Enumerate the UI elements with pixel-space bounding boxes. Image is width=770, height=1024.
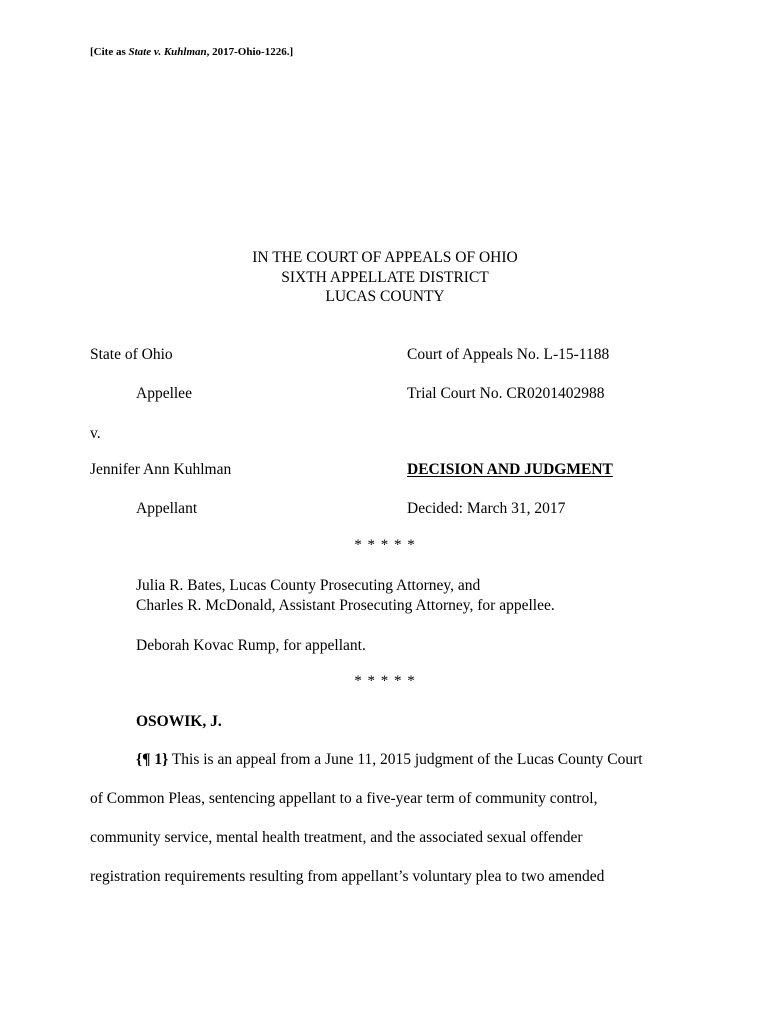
appeals-number: Court of Appeals No. L-15-1188 <box>407 346 610 363</box>
trial-court-number: Trial Court No. CR0201402988 <box>407 385 605 402</box>
opinion-line-3: community service, mental health treatment, and the associated sexual offender <box>90 829 583 846</box>
citation-suffix: , 2017-Ohio-1226.] <box>206 46 294 58</box>
counsel-appellant: Deborah Kovac Rump, for appellant. <box>136 637 366 654</box>
counsel-appellee-line2: Charles R. McDonald, Assistant Prosecuting Attorney, for appellee. <box>136 597 555 614</box>
opinion-line-1 <box>136 750 643 769</box>
appellant-role: Appellant <box>136 500 198 517</box>
court-district: SIXTH APPELLATE DISTRICT <box>281 268 489 286</box>
appellee-role: Appellee <box>136 385 192 402</box>
decision-title: DECISION AND JUDGMENT <box>407 461 613 478</box>
judge-name: OSOWIK, J. <box>136 713 222 730</box>
opinion-line-4: registration requirements resulting from appellant’s voluntary plea to two amended <box>90 868 605 885</box>
separator-top: * * * * * <box>354 537 416 553</box>
opinion-line-2: of Common Pleas, sentencing appellant to a five-year term of community control, <box>90 790 598 807</box>
opinion-text-1: This is an appeal from a June 11, 2015 judgment of the Lucas County Court <box>168 751 643 768</box>
citation-header <box>90 46 293 58</box>
court-county: LUCAS COUNTY <box>325 288 445 305</box>
separator-bottom: * * * * * <box>354 673 416 689</box>
appellant-name: Jennifer Ann Kuhlman <box>90 461 232 478</box>
court-heading <box>0 248 770 307</box>
counsel-appellee-line1: Julia R. Bates, Lucas County Prosecuting Attorney, and <box>136 577 481 594</box>
court-name: IN THE COURT OF APPEALS OF OHIO <box>252 249 518 266</box>
appellee-name: State of Ohio <box>90 346 173 363</box>
paragraph-marker: {¶ 1} <box>136 751 169 768</box>
decision-date: Decided: March 31, 2017 <box>407 500 566 517</box>
citation-prefix: [Cite as <box>90 46 129 58</box>
versus: v. <box>90 425 101 442</box>
citation-case-name: State v. Kuhlman <box>128 46 207 58</box>
